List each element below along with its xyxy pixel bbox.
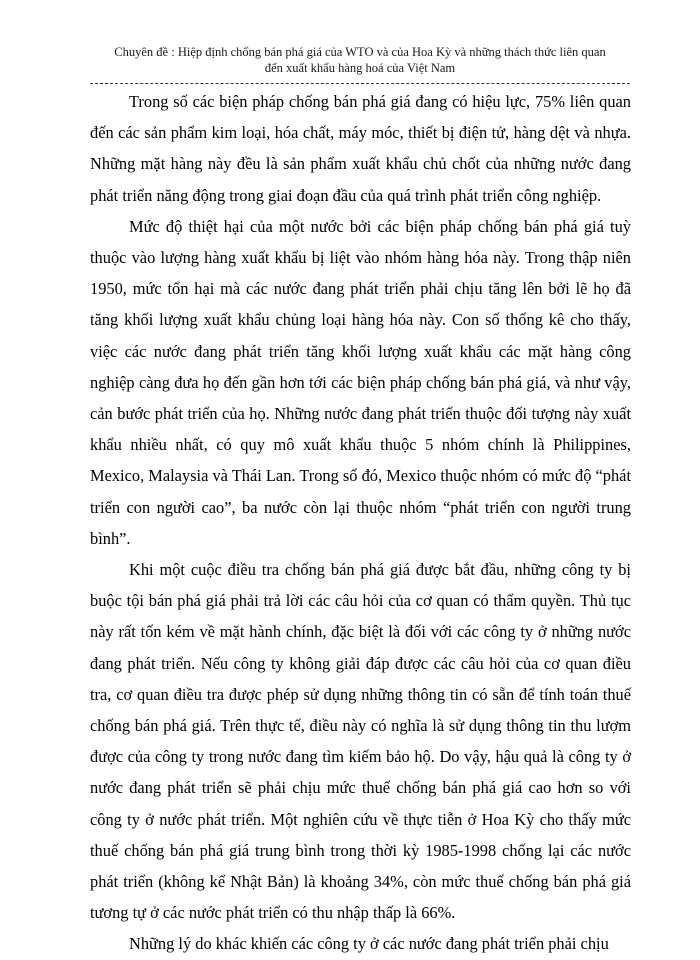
header-divider (90, 83, 630, 84)
header-title-line-2: đến xuất khẩu hàng hoá của Việt Nam (264, 61, 456, 75)
document-body (90, 86, 631, 960)
paragraph-3: Khi một cuộc điều tra chống bán phá giá được bắt đầu, những công ty bị buộc tội bán phá giá phải trả lời các câu hỏi của cơ quan có thẩm quyền. Thủ tục này rất tốn kém về mặt hành chính, đặc biệt là đối với các công ty ở những nước đang phát triển. Nếu công ty không giải đáp được các câu hỏi của cơ quan điều tra, cơ quan điều tra được phép sử dụng những thông tin có sẵn để tính toán thuế chống bán phá giá. Trên thực tế, điều này có nghĩa là sử dụng thông tin thu lượm được của công ty trong nước đang tìm kiếm bảo hộ. Do vậy, hậu quả là công ty ở nước đang phát triển sẽ phải chịu mức thuế chống bán phá giá cao hơn so với công ty ở nước phát triển. Một nghiên cứu về thực tiễn ở Hoa Kỳ cho thấy mức thuế chống bán phá giá trung bình trong thời kỳ 1985-1998 chống lại các nước phát triển (không kể Nhật Bản) là khoảng 34%, còn mức thuế chống bán phá giá tương tự ở các nước phát triển có thu nhập thấp là 66%. (90, 560, 631, 923)
paragraph-4: Những lý do khác khiến các công ty ở các nước đang phát triển phải chịu (129, 934, 609, 954)
paragraph-2: Mức độ thiệt hại của một nước bởi các biện pháp chống bán phá giá tuỳ thuộc vào lượng hàng xuất khẩu bị liệt vào nhóm hàng hóa này. Trong thập niên 1950, mức tổn hại mà các nước đang phát triển phải chịu tăng lên bởi lẽ họ đã tăng khối lượng xuất khẩu chủng loại hàng hóa này. Con số thống kê cho thấy, việc các nước đang phát triển tăng khối lượng xuất khẩu các mặt hàng công nghiệp càng đưa họ đến gần hơn tới các biện pháp chống bán phá giá, và như vậy, cản bước phát triển của họ. Những nước đang phát triển thuộc đối tượng này xuất khẩu nhiều nhất, có quy mô xuất khẩu thuộc 5 nhóm chính là Philippines, Mexico, Malaysia và Thái Lan. Trong số đó, Mexico thuộc nhóm có mức độ “phát triển con người cao”, ba nước còn lại thuộc nhóm “phát triển con người trung bình”. (90, 216, 631, 548)
paragraph-1: Trong số các biện pháp chống bán phá giá đang có hiệu lực, 75% liên quan đến các sản phẩm kim loại, hóa chất, máy móc, thiết bị điện tử, hàng dệt và nhựa. Những mặt hàng này đều là sản phẩm xuất khẩu chủ chốt của những nước đang phát triển năng động trong giai đoạn đầu của quá trình phát triển công nghiệp. (90, 92, 631, 205)
header-title-line-1: Chuyên đề : Hiệp định chống bán phá giá của WTO và của Hoa Kỳ và những thách thức liên quan (114, 45, 606, 59)
running-header (90, 44, 630, 76)
